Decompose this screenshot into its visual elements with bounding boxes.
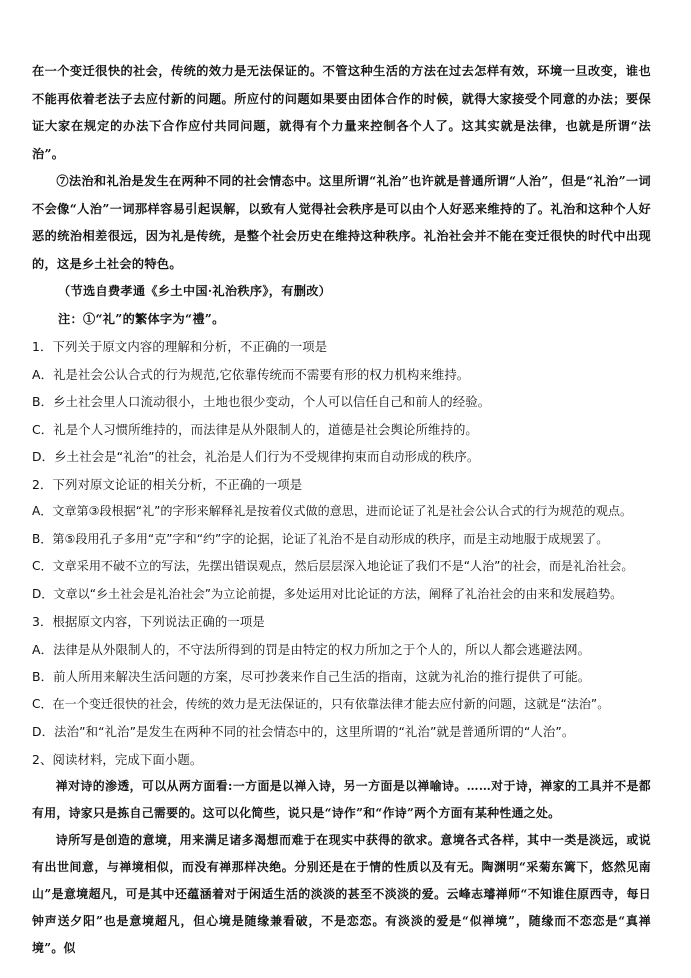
question-stem: 1．下列关于原文内容的理解和分析，不正确的一项是 [32,339,328,354]
question-option: B．前人所用来解决生活问题的方案，尽可抄袭来作自己生活的指南，这就为礼治的推行提供了可能。 [32,669,591,684]
question-option: A．礼是社会公认合式的行为规范,它依靠传统而不需要有形的权力机构来维持。 [32,366,470,382]
material-paragraph: 禅对诗的渗透，可以从两方面看:一方面是以禅入诗，另一方面是以禅喻诗。……对于诗，禅家的工具并不是都有用，诗家只是拣自己需要的。这可以化简些，说只是“诗作”和“作诗”两个方面有某种性通之处。 [32,779,651,820]
section-heading: 2、阅读材料，完成下面小题。 [32,751,203,767]
material-paragraph: 诗所写是创造的意境，用来满足诸多渴想而难于在现实中获得的欲求。意境各式各样，其中一类是淡远，或说有出世间意，与禅境相似，而没有禅那样决绝。分别还是在于情的性质以及有无。陶渊明“采菊东篱下，悠然见南山”是意境超凡，可是其中还蕴涵着对于闲适生活的淡淡的甚至不淡淡的爱。云峰志璿禅师“不知谁住原西寺，每日钟声送夕阳”也是意境超凡，但心境是随缘兼看破，不是恋恋。有淡淡的爱是“似禅境”，随缘而不恋恋是“真禅境”。似 [32,833,651,955]
question-option: D．文章以“乡土社会是礼治社会”为立论前提，多处运用对比论证的方法，阐释了礼治社会的由来和发展趋势。 [32,586,623,601]
question-stem: 2．下列对原文论证的相关分析，不正确的一项是 [32,476,303,492]
passage-source: （节选自费孝通《乡土中国·礼治秩序》，有删改） [58,284,332,298]
question-option: C．礼是个人习惯所维持的，而法律是从外限制人的，道德是社会舆论所维持的。 [32,421,478,437]
question-2 [32,471,651,609]
question-option: D．乡土社会是“礼治”的社会，礼治是人们行为不受规律拘束而自动形成的秩序。 [32,449,480,464]
question-option: A．文章第③段根据“礼”的字形来解释礼是按着仪式做的意思，进而论证了礼是社会公认合式的行为规范的观点。 [32,504,633,518]
passage-note: 注：①“礼”的繁体字为“禮”。 [58,311,225,326]
question-1 [32,333,651,471]
question-option: C．文章采用不破不立的写法，先摆出错误观点，然后层层深入地论证了我们不是“人治”的社会，而是礼治社会。 [32,559,634,573]
question-option: B．乡土社会里人口流动很小，土地也很少变动，个人可以信任自己和前人的经验。 [32,394,491,409]
question-stem: 3．根据原文内容，下列说法正确的一项是 [32,614,265,629]
question-option: B．第⑤段用孔子多用“克”字和“约”字的论据，论证了礼治不是自动形成的秩序，而是主动地服于成规罢了。 [32,531,609,546]
passage-paragraph: 在一个变迁很快的社会，传统的效力是无法保证的。不管这种生活的方法在过去怎样有效，环境一旦改变，谁也不能再依着老法子去应付新的问题。所应付的问题如果要由团体合作的时候，就得大家接受个同意的办法；要保证大家在规定的办法下合作应付共同问题，就得有个力量来控制各个人了。这其实就是法律，也就是所谓“法治”。 [32,64,651,161]
question-option: A．法律是从外限制人的，不守法所得到的罚是由特定的权力所加之于个人的，所以人都会逃避法网。 [32,641,591,657]
question-3 [32,608,651,746]
question-option: C．在一个变迁很快的社会，传统的效力是无法保证的，只有依靠法律才能去应付新的问题，这就是“法治”。 [32,696,610,711]
passage-paragraph: ⑦法治和礼治是发生在两种不同的社会情态中。这里所谓“礼治”也许就是普通所谓“人治”，但是“礼治”一词不会像“人治”一词那样容易引起误解，以致有人觉得社会秩序是可以由个人好恶来维持的了。礼治和这种个人好恶的统治相差很远，因为礼是传统，是整个社会历史在维持这种秩序。礼治社会并不能在变迁很快的时代中出现的，这是乡土社会的特色。 [32,174,651,271]
question-option: D．法治”和“礼治”是发生在两种不同的社会情态中的，这里所谓的“礼治”就是普通所谓的“人治”。 [32,724,575,739]
